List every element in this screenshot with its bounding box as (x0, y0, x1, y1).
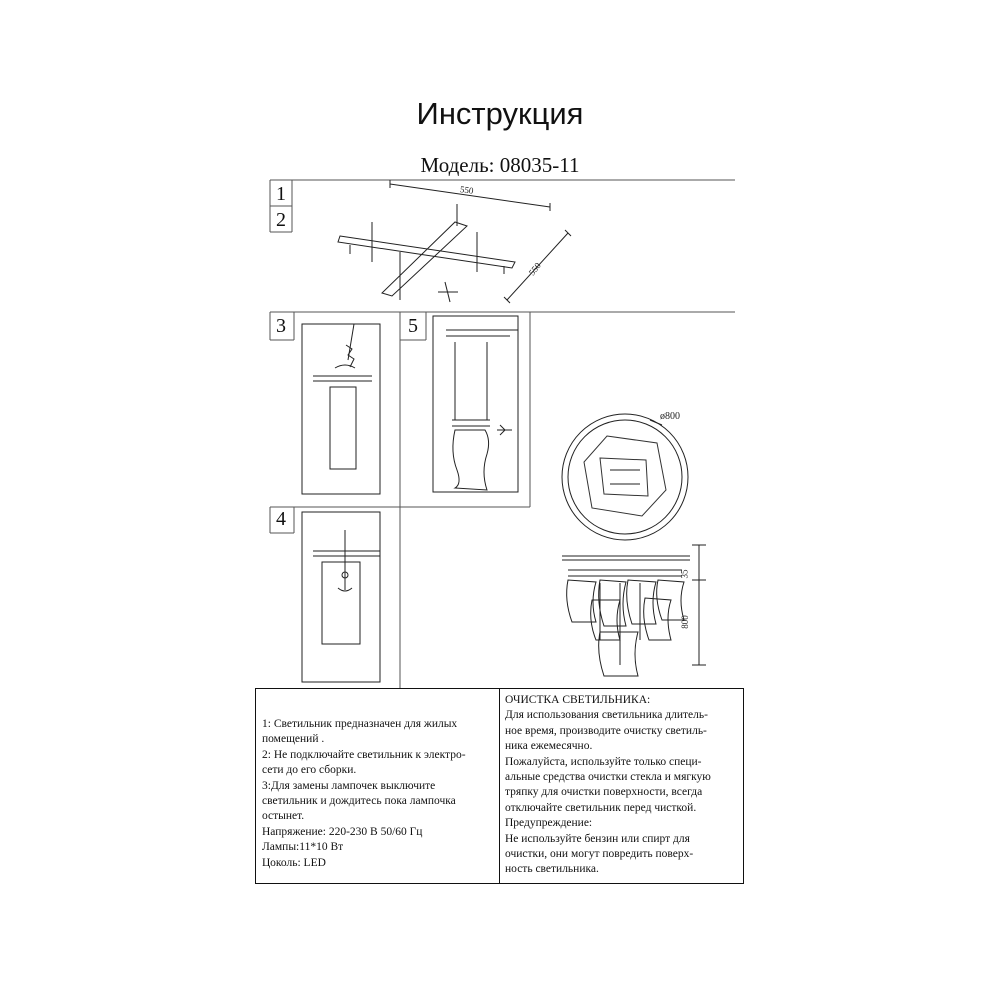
spec-line: Лампы:11*10 Вт (262, 841, 344, 854)
cleaning-instructions-text (505, 693, 711, 878)
cleaning-line: ОЧИСТКА СВЕТИЛЬНИКА: (505, 694, 651, 706)
step-number-1: 1 (276, 183, 286, 205)
width-dimension-label: 550 (459, 184, 475, 196)
cleaning-line: Пожалуйста, используйте только специ- (505, 755, 702, 768)
step-number-5: 5 (408, 315, 418, 337)
diameter-dimension-label: ø800 (660, 411, 680, 422)
page-title: Инструкция (416, 96, 584, 131)
step-number-4: 4 (276, 508, 286, 530)
step-3-drawing (302, 324, 380, 494)
spec-line: Напряжение: 220-230 В 50/60 Гц (262, 825, 423, 838)
cleaning-line: ное время, производите очистку светиль- (505, 724, 707, 737)
spec-line: 1: Светильник предназначен для жилых (262, 718, 458, 730)
step-5-drawing (433, 316, 518, 492)
cleaning-line: ность светильника. (505, 863, 599, 876)
spec-line: помещений . (262, 733, 325, 746)
canopy-height-label: 35 (679, 569, 690, 579)
cleaning-line: Не используйте бензин или спирт для (505, 832, 690, 845)
spec-line: сети до его сборки. (262, 764, 357, 777)
cleaning-line: отключайте светильник перед чисткой. (505, 801, 697, 814)
top-view-drawing (562, 414, 688, 540)
step-4-drawing (302, 512, 380, 682)
grid-lines (270, 180, 735, 688)
cleaning-line: ника ежемесячно. (505, 740, 593, 753)
spec-line: Цоколь: LED (262, 856, 326, 869)
step-number-3: 3 (276, 315, 286, 337)
spec-line: остынет. (262, 810, 305, 823)
specifications-text (262, 717, 466, 871)
spec-line: 2: Не подключайте светильник к электро- (262, 748, 466, 761)
cleaning-line: альные средства очистки стекла и мягкую (505, 771, 711, 784)
step-number-2: 2 (276, 209, 286, 231)
depth-dimension-label: 550 (526, 260, 543, 278)
cleaning-line: тряпку для очистки поверхности, всегда (505, 786, 703, 799)
cleaning-line: Предупреждение: (505, 817, 593, 830)
spec-line: 3:Для замены лампочек выключите (262, 779, 436, 792)
mounting-bracket-drawing (338, 180, 571, 303)
cleaning-line: Для использования светильника длитель- (505, 709, 708, 722)
side-view-drawing (562, 545, 706, 676)
cleaning-line: очистки, они могут повредить поверх- (505, 848, 694, 861)
spec-line: светильник и дождитесь пока лампочка (262, 795, 456, 808)
model-number: Модель: 08035-11 (420, 153, 580, 177)
total-height-label: 800 (679, 615, 690, 629)
